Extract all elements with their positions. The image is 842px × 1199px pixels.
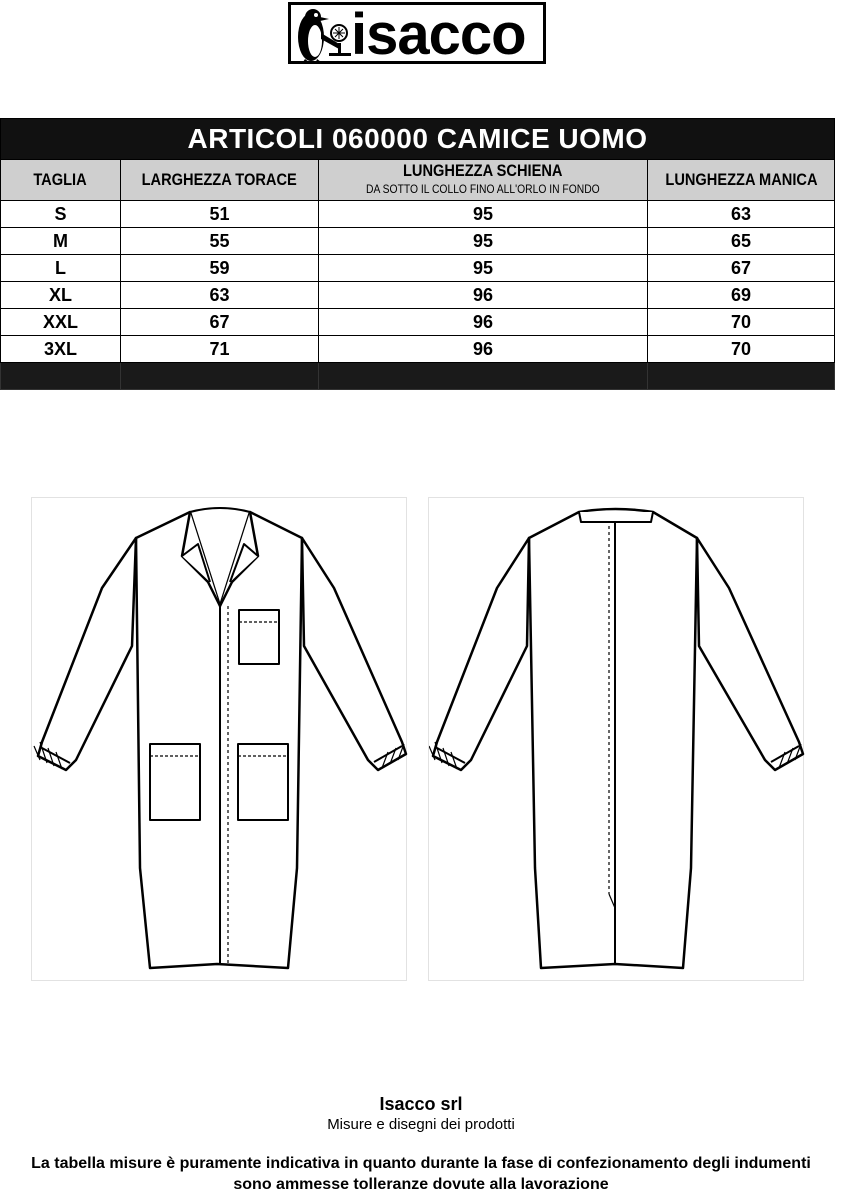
cell-sleeve-length: 70 — [648, 309, 835, 336]
cell-chest: 51 — [121, 201, 319, 228]
table-row — [1, 336, 835, 363]
cell-back-length: 96 — [319, 282, 648, 309]
table-row — [1, 228, 835, 255]
table-title: ARTICOLI 060000 CAMICE UOMO — [1, 119, 835, 160]
coat-back-drawing — [428, 497, 804, 981]
cell-sleeve-length: 65 — [648, 228, 835, 255]
cell-sleeve-length: 67 — [648, 255, 835, 282]
disclaimer — [0, 1153, 842, 1195]
cell-back-length: 95 — [319, 228, 648, 255]
table-row — [1, 201, 835, 228]
cell-size: XXL — [1, 309, 121, 336]
header-larghezza-torace: LARGHEZZA TORACE — [121, 160, 319, 201]
size-table — [0, 118, 835, 390]
table-row — [1, 309, 835, 336]
table-row — [1, 255, 835, 282]
disclaimer-line-1: La tabella misure è puramente indicativa in quanto durante la fase di confezionamento degli indumenti — [31, 1155, 811, 1172]
header-lunghezza-schiena: LUNGHEZZA SCHIENA DA SOTTO IL COLLO FINO ALL'ORLO IN FONDO — [319, 160, 648, 201]
cell-back-length: 96 — [319, 309, 648, 336]
company-name: Isacco srl — [379, 1094, 463, 1114]
table-header-row — [1, 160, 835, 201]
document-subtitle: Misure e disegni dei prodotti — [327, 1116, 515, 1133]
header-lunghezza-manica: LUNGHEZZA MANICA — [648, 160, 835, 201]
lab-coat-back-icon — [429, 498, 805, 982]
table-row — [1, 282, 835, 309]
cell-size: L — [1, 255, 121, 282]
coat-front-drawing — [31, 497, 407, 981]
cell-size: 3XL — [1, 336, 121, 363]
cell-back-length: 95 — [319, 255, 648, 282]
cell-size: M — [1, 228, 121, 255]
brand-logo — [288, 2, 546, 64]
lab-coat-front-icon — [32, 498, 408, 982]
table-footer-bar — [1, 363, 835, 390]
header-lunghezza-schiena-note: DA SOTTO IL COLLO FINO ALL'ORLO IN FONDO — [366, 182, 600, 196]
cell-chest: 55 — [121, 228, 319, 255]
cell-sleeve-length: 63 — [648, 201, 835, 228]
cell-chest: 63 — [121, 282, 319, 309]
cell-back-length: 96 — [319, 336, 648, 363]
cell-back-length: 95 — [319, 201, 648, 228]
table-title-row — [1, 119, 835, 160]
header-taglia: TAGLIA — [1, 160, 121, 201]
cell-chest: 67 — [121, 309, 319, 336]
cell-size: S — [1, 201, 121, 228]
cell-chest: 59 — [121, 255, 319, 282]
cell-size: XL — [1, 282, 121, 309]
brand-name: isacco — [351, 2, 526, 64]
cell-chest: 71 — [121, 336, 319, 363]
disclaimer-line-2: sono ammesse tolleranze dovute alla lavorazione — [233, 1176, 609, 1193]
cell-sleeve-length: 69 — [648, 282, 835, 309]
cell-sleeve-length: 70 — [648, 336, 835, 363]
